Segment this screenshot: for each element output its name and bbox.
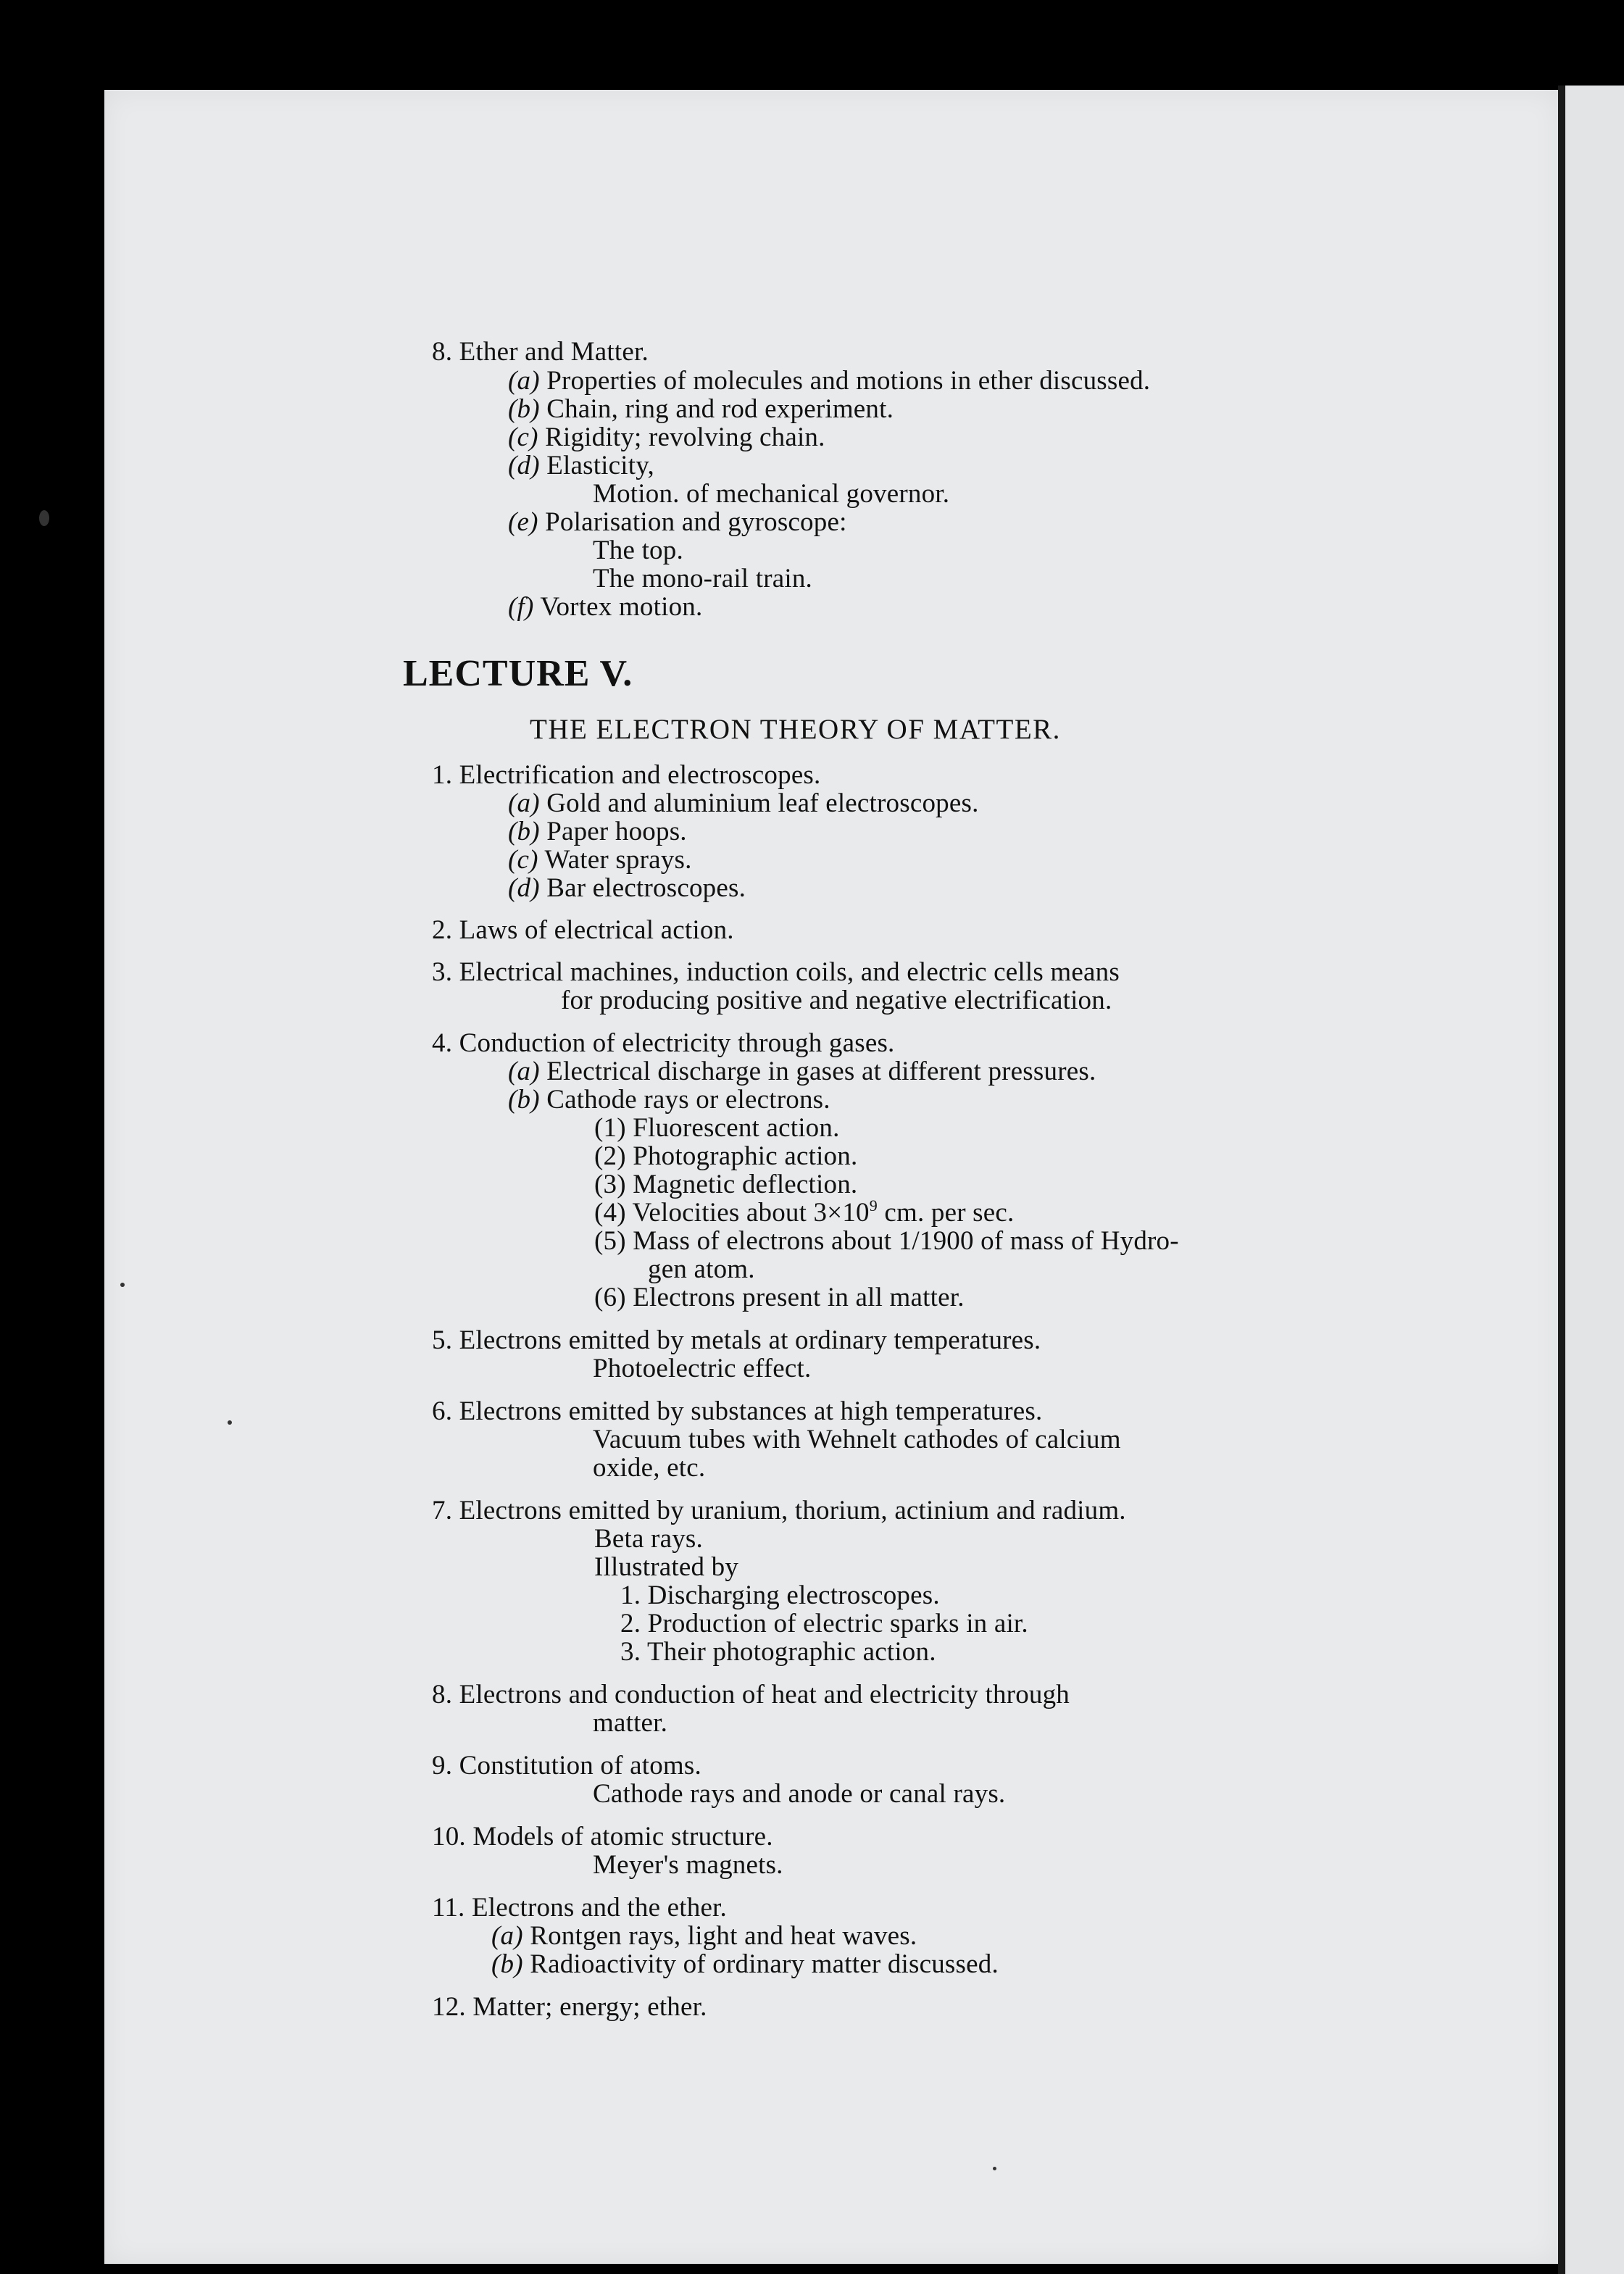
subitem-a xyxy=(491,1922,917,1951)
subsubitem-text: Photographic action. xyxy=(633,1141,858,1171)
outline-item-6 xyxy=(432,1397,1042,1426)
item-number: 8. xyxy=(432,1680,453,1709)
item-detail: Beta rays. xyxy=(594,1524,703,1554)
subitem-label: 2. xyxy=(620,1609,641,1638)
outline-item-5 xyxy=(432,1326,1041,1355)
item-number: 2. xyxy=(432,915,453,945)
item-number: 8. xyxy=(432,337,453,367)
subitem-e-detail: The top. xyxy=(593,536,683,565)
outline-item-4 xyxy=(432,1029,895,1058)
item-continuation: for producing positive and negative electrification. xyxy=(561,986,1112,1015)
outline-item-10 xyxy=(432,1823,773,1852)
item-number: 5. xyxy=(432,1325,453,1355)
item-number: 7. xyxy=(432,1496,453,1525)
subitem-a xyxy=(508,789,979,818)
item-title: Electrification and electroscopes. xyxy=(459,760,821,790)
item-detail: Meyer's magnets. xyxy=(593,1850,783,1880)
subitem-text: Vortex motion. xyxy=(540,592,703,622)
subitem-label: (b) xyxy=(508,394,540,424)
subitem-b xyxy=(508,817,687,846)
item-detail: Vacuum tubes with Wehnelt cathodes of calcium xyxy=(593,1425,1121,1454)
outline-item-1 xyxy=(432,761,820,790)
item-detail: Photoelectric effect. xyxy=(593,1354,812,1383)
scan-speck xyxy=(120,1283,125,1287)
subitem-label: (c) xyxy=(508,845,538,875)
item-number: 1. xyxy=(432,760,453,790)
subitem-text: Electrical discharge in gases at different pressures. xyxy=(546,1057,1096,1086)
item-number: 6. xyxy=(432,1396,453,1426)
subitem-label: (d) xyxy=(508,873,540,903)
subitem-text: Gold and aluminium leaf electroscopes. xyxy=(546,788,979,818)
subitem-d xyxy=(508,874,746,903)
subitem-e xyxy=(508,508,847,537)
subitem-text: Cathode rays or electrons. xyxy=(546,1085,830,1115)
item-detail: Cathode rays and anode or canal rays. xyxy=(593,1779,1006,1809)
item-number: 12. xyxy=(432,1992,466,2022)
subitem-text: Rigidity; revolving chain. xyxy=(545,422,825,452)
subsubitem-text: Fluorescent action. xyxy=(633,1113,840,1143)
item-title: Electrons emitted by uranium, thorium, actinium and radium. xyxy=(459,1496,1126,1525)
item-detail: Illustrated by xyxy=(594,1552,739,1582)
subitem-text: Polarisation and gyroscope: xyxy=(545,507,847,537)
subsubitem-text: Magnetic deflection. xyxy=(633,1170,858,1199)
outline-item-12 xyxy=(432,1993,707,2022)
item-continuation: matter. xyxy=(593,1708,668,1738)
subitem-label: (a) xyxy=(508,1057,540,1086)
velocity-mantissa: Velocities about 3×10 xyxy=(632,1198,870,1228)
subitem-label: (a) xyxy=(491,1921,523,1951)
subitem-b xyxy=(491,1950,999,1979)
subsubitem-1 xyxy=(594,1114,840,1143)
subsubitem-label: (6) xyxy=(594,1283,626,1312)
subitem-label: (f) xyxy=(508,592,534,622)
item-number: 4. xyxy=(432,1028,453,1058)
numbered-subitem-1 xyxy=(620,1581,940,1610)
subitem-label: 1. xyxy=(620,1580,641,1610)
subitem-b xyxy=(508,395,894,424)
subitem-e-detail: The mono-rail train. xyxy=(593,564,812,594)
subitem-text: Radioactivity of ordinary matter discussed. xyxy=(530,1949,999,1979)
subsubitem-3 xyxy=(594,1170,857,1199)
subitem-b xyxy=(508,1086,830,1115)
scan-speck xyxy=(228,1420,232,1425)
outline-item-11 xyxy=(432,1894,727,1923)
subitem-label: (b) xyxy=(508,1085,540,1115)
outline-item-8 xyxy=(432,1680,1070,1709)
scan-speck xyxy=(993,2167,996,2170)
subitem-text: Elasticity, xyxy=(546,451,654,480)
outline-item-7 xyxy=(432,1496,1126,1525)
subsubitem-text: Electrons present in all matter. xyxy=(633,1283,965,1312)
subitem-label: 3. xyxy=(620,1637,641,1667)
item-title: Electrons and conduction of heat and electricity through xyxy=(459,1680,1070,1709)
subitem-label: (b) xyxy=(491,1949,523,1979)
subitem-text: Production of electric sparks in air. xyxy=(647,1609,1028,1638)
subsubitem-label: (1) xyxy=(594,1113,626,1143)
subitem-text: Their photographic action. xyxy=(646,1637,936,1667)
subitem-label: (a) xyxy=(508,366,540,396)
subsubitem-5 xyxy=(594,1227,1179,1256)
subitem-f xyxy=(508,593,702,622)
subsubitem-6 xyxy=(594,1283,965,1312)
item-number: 11. xyxy=(432,1893,465,1923)
item-title: Electrons and the ether. xyxy=(471,1893,727,1923)
outline-item-9 xyxy=(432,1752,701,1781)
item-number: 10. xyxy=(432,1822,466,1852)
scan-speck xyxy=(39,510,49,526)
subsubitem-label: (3) xyxy=(594,1170,626,1199)
subsubitem-text xyxy=(633,1198,1015,1228)
subitem-text: Properties of molecules and motions in ether discussed. xyxy=(546,366,1151,396)
subsubitem-label: (5) xyxy=(594,1226,626,1256)
subitem-text: Rontgen rays, light and heat waves. xyxy=(530,1921,917,1951)
item-title: Electrons emitted by substances at high temperatures. xyxy=(459,1396,1043,1426)
numbered-subitem-2 xyxy=(620,1609,1028,1638)
subitem-text: Bar electroscopes. xyxy=(546,873,746,903)
lecture-heading: LECTURE V. xyxy=(403,653,633,694)
item-title: Constitution of atoms. xyxy=(459,1751,701,1781)
velocity-exponent: 9 xyxy=(869,1196,878,1215)
subitem-c xyxy=(508,846,692,875)
subitem-text: Chain, ring and rod experiment. xyxy=(546,394,894,424)
item-number: 9. xyxy=(432,1751,453,1781)
item-title: Conduction of electricity through gases. xyxy=(459,1028,895,1058)
velocity-unit: cm. per sec. xyxy=(877,1198,1015,1228)
subitem-text: Paper hoops. xyxy=(546,817,687,846)
subitem-label: (e) xyxy=(508,507,538,537)
item-title: Matter; energy; ether. xyxy=(472,1992,707,2022)
subitem-d xyxy=(508,451,654,480)
item-title: Laws of electrical action. xyxy=(459,915,734,945)
subsubitem-label: (4) xyxy=(594,1198,626,1228)
subitem-label: (a) xyxy=(508,788,540,818)
subitem-d-detail: Motion. of mechanical governor. xyxy=(593,479,950,509)
outline-item-8-heading xyxy=(432,338,649,367)
subitem-c xyxy=(508,423,825,452)
subsubitem-2 xyxy=(594,1142,857,1171)
subitem-text: Discharging electroscopes. xyxy=(647,1580,940,1610)
subsubitem-continuation: gen atom. xyxy=(648,1254,755,1284)
numbered-subitem-3 xyxy=(620,1638,936,1667)
subitem-a xyxy=(508,1057,1096,1086)
subitem-label: (b) xyxy=(508,817,540,846)
subsubitem-text: Mass of electrons about 1/1900 of mass of Hydro- xyxy=(633,1226,1179,1256)
subitem-label: (c) xyxy=(508,422,538,452)
item-detail: oxide, etc. xyxy=(593,1453,706,1483)
subitem-label: (d) xyxy=(508,451,540,480)
subsubitem-label: (2) xyxy=(594,1141,626,1171)
lecture-subheading: THE ELECTRON THEORY OF MATTER. xyxy=(530,714,1061,745)
outline-item-3 xyxy=(432,958,1120,987)
subitem-text: Water sprays. xyxy=(544,845,692,875)
item-title: Ether and Matter. xyxy=(459,337,649,367)
item-number: 3. xyxy=(432,957,453,987)
item-title: Electrical machines, induction coils, and electric cells means xyxy=(459,957,1120,987)
subitem-a xyxy=(508,367,1150,396)
subsubitem-4 xyxy=(594,1196,1015,1228)
item-title: Electrons emitted by metals at ordinary temperatures. xyxy=(459,1325,1041,1355)
item-title: Models of atomic structure. xyxy=(472,1822,773,1852)
outline-item-2 xyxy=(432,916,734,945)
facing-page-edge xyxy=(1565,86,1624,2274)
